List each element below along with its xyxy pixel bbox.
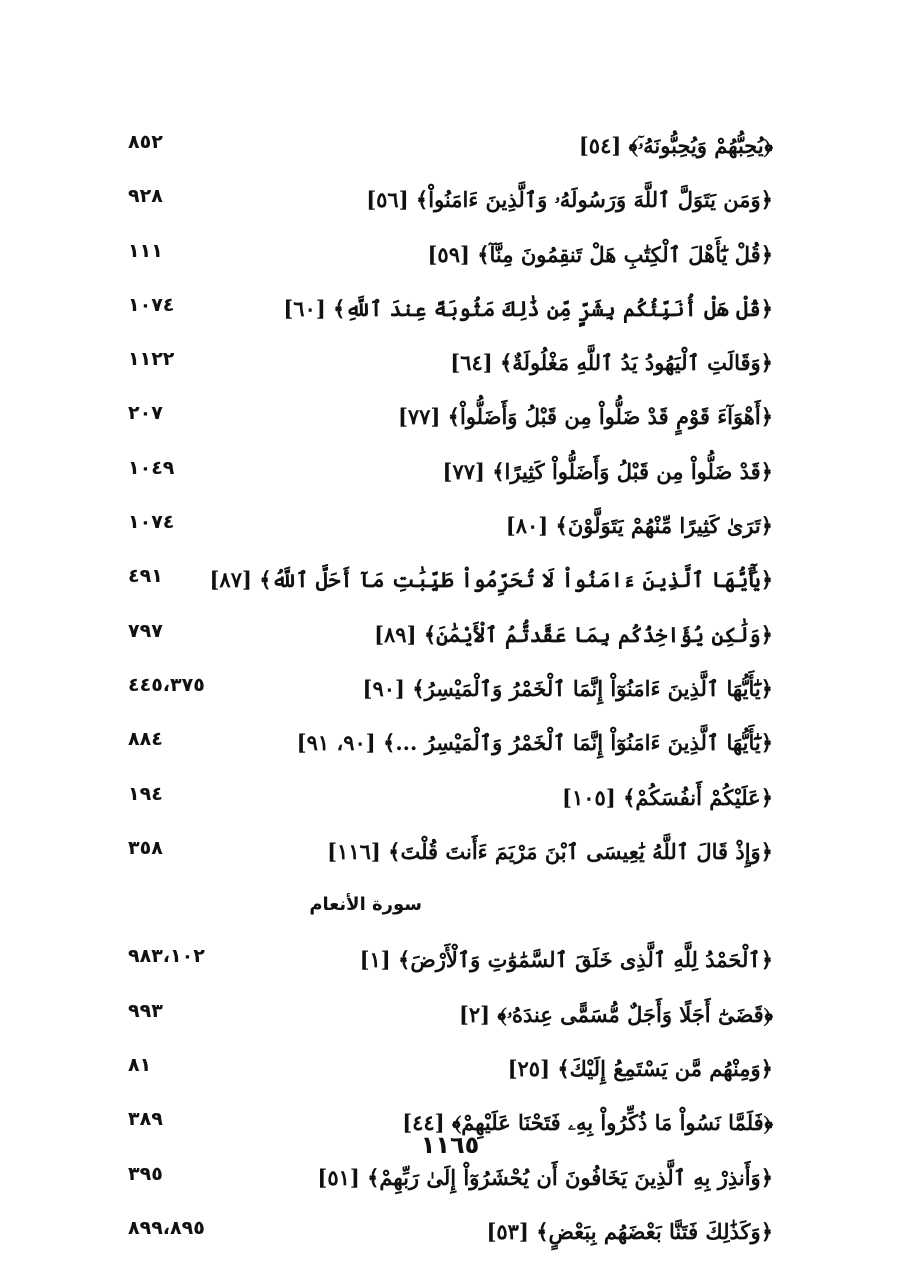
page-reference: ٧٩٧: [128, 619, 163, 642]
verse-text: ﴿قَدْ ضَلُّواْ مِن قَبْلُ وَأَضَلُّواْ كَثِيرًا﴾ [٧٧]: [442, 458, 773, 484]
verse-text: ﴿قَضَىٰٓ أَجَلًا وَأَجَلٌ مُّسَمًّى عِندَهُۥ﴾ [٢]: [458, 1001, 773, 1027]
surah-heading: [0, 882, 900, 936]
index-entry: [0, 231, 900, 285]
page-reference: ٩٩٣: [128, 999, 163, 1022]
page-reference: ٨١: [128, 1054, 152, 1077]
index-entry: [0, 1045, 900, 1099]
page-reference: ١٠٤٩: [128, 456, 175, 479]
verse-text: ﴿فَلَمَّا نَسُواْ مَا ذُكِّرُواْ بِهِۦ فَتَحْنَا عَلَيْهِمْ﴾ [٤٤]: [402, 1110, 773, 1136]
page-reference: ١١١: [128, 239, 163, 262]
verse-text: ﴿عَلَيْكُمْ أَنفُسَكُمْ﴾ [١٠٥]: [562, 784, 773, 810]
index-entry: [0, 828, 900, 882]
verse-text: ﴿ٱلْحَمْدُ لِلَّهِ ٱلَّذِى خَلَقَ ٱلسَّمَٰوَٰتِ وَٱلْأَرْضَ﴾ [١]: [359, 947, 773, 973]
surah-title: سورة الأنعام: [309, 894, 422, 916]
index-entry: [0, 176, 900, 230]
page-reference: ٨٥٢: [128, 131, 163, 153]
index-entry: [0, 719, 900, 773]
verse-text: ﴿وَلَٰكِن يُؤَاخِذُكُم بِمَا عَقَّدتُّمُ ٱلْأَيْمَٰنَ﴾ [٨٩]: [374, 621, 773, 647]
page-number: ١١٦٥: [420, 1131, 480, 1159]
page-reference: ٣٩٥: [128, 1162, 163, 1185]
page-reference: ٣٨٩: [128, 1108, 163, 1131]
page-reference: ٢٠٧: [128, 402, 163, 425]
index-entry: [0, 1208, 900, 1262]
verse-text: ﴿يَٰٓأَيُّهَا ٱلَّذِينَ ءَامَنُوٓاْ إِنَّمَا ٱلْخَمْرُ وَٱلْمَيْسِرُ ...﴾ [٩٠، ٩١]: [296, 730, 773, 756]
verse-text: ﴿وَقَالَتِ ٱلْيَهُودُ يَدُ ٱللَّهِ مَغْلُولَةٌ﴾ [٦٤]: [450, 350, 773, 376]
page-reference: ١٠٧٤: [128, 293, 175, 316]
index-entry: [0, 502, 900, 556]
index-entry: [0, 393, 900, 447]
verse-text: ﴿يَٰٓأَيُّهَا ٱلَّذِينَ ءَامَنُواْ لَا تُحَرِّمُواْ طَيِّبَٰتِ مَآ أَحَلَّ ٱللَّهُ﴾ [٨٧]: [209, 567, 773, 593]
index-entry: [0, 774, 900, 828]
verse-text: ﴿وَإِذْ قَالَ ٱللَّهُ يَٰعِيسَى ٱبْنَ مَرْيَمَ ءَأَنتَ قُلْتَ﴾ [١١٦]: [327, 838, 773, 864]
verse-text: ﴿تَرَىٰ كَثِيرًا مِّنْهُمْ يَتَوَلَّوْنَ﴾ [٨٠]: [505, 513, 773, 539]
verse-text: ﴿وَكَذَٰلِكَ فَتَنَّا بَعْضَهُم بِبَعْضٍ﴾ [٥٣]: [486, 1218, 773, 1244]
verse-text: ﴿وَأَنذِرْ بِهِ ٱلَّذِينَ يَخَافُونَ أَن يُحْشَرُوٓاْ إِلَىٰ رَبِّهِمْ﴾ [٥١]: [317, 1164, 773, 1190]
verse-index: [0, 122, 900, 1262]
page-reference: ١٠٧٤: [128, 511, 175, 534]
index-entry: [0, 991, 900, 1045]
index-entry: [0, 556, 900, 610]
page-reference: ١٩٤: [128, 782, 163, 805]
verse-text: ﴿وَمِنْهُم مَّن يَسْتَمِعُ إِلَيْكَ﴾ [٢٥]: [507, 1056, 773, 1082]
index-entry: [0, 936, 900, 990]
index-entry: [0, 285, 900, 339]
index-entry: [0, 122, 900, 176]
verse-text: ﴿أَهْوَآءَ قَوْمٍ قَدْ ضَلُّواْ مِن قَبْلُ وَأَضَلُّواْ﴾ [٧٧]: [397, 404, 773, 430]
index-entry: [0, 611, 900, 665]
page-reference: ٩٨٣،١٠٢: [128, 945, 205, 968]
page-reference: ٤٩١: [128, 565, 163, 588]
index-entry: [0, 448, 900, 502]
page-reference: ٤٤٥،٣٧٥: [128, 673, 205, 696]
page-reference: ٣٥٨: [128, 836, 163, 859]
index-entry: [0, 339, 900, 393]
page-reference: ٨٨٤: [128, 728, 163, 751]
verse-text: ﴿يَٰٓأَيُّهَا ٱلَّذِينَ ءَامَنُوٓاْ إِنَّمَا ٱلْخَمْرُ وَٱلْمَيْسِرُ﴾ [٩٠]: [362, 675, 773, 701]
verse-text: ﴿يُحِبُّهُمْ وَيُحِبُّونَهُۥٓ﴾ [٥٤]: [578, 133, 773, 158]
index-entry: [0, 665, 900, 719]
verse-text: ﴿قُلْ هَلْ أُنَبِّئُكُم بِشَرٍّ مِّن ذَٰلِكَ مَثُوبَةً عِندَ ٱللَّهِ﴾ [٦٠]: [283, 295, 773, 321]
verse-text: ﴿قُلْ يَٰٓأَهْلَ ٱلْكِتَٰبِ هَلْ تَنقِمُونَ مِنَّآ﴾ [٥٩]: [427, 241, 773, 267]
verse-text: ﴿وَمَن يَتَوَلَّ ٱللَّهَ وَرَسُولَهُۥ وَٱلَّذِينَ ءَامَنُواْ﴾ [٥٦]: [366, 187, 773, 213]
page-reference: ٩٢٨: [128, 185, 163, 208]
page-reference: ١١٢٢: [128, 348, 175, 371]
page-reference: ٨٩٩،٨٩٥: [128, 1216, 205, 1239]
